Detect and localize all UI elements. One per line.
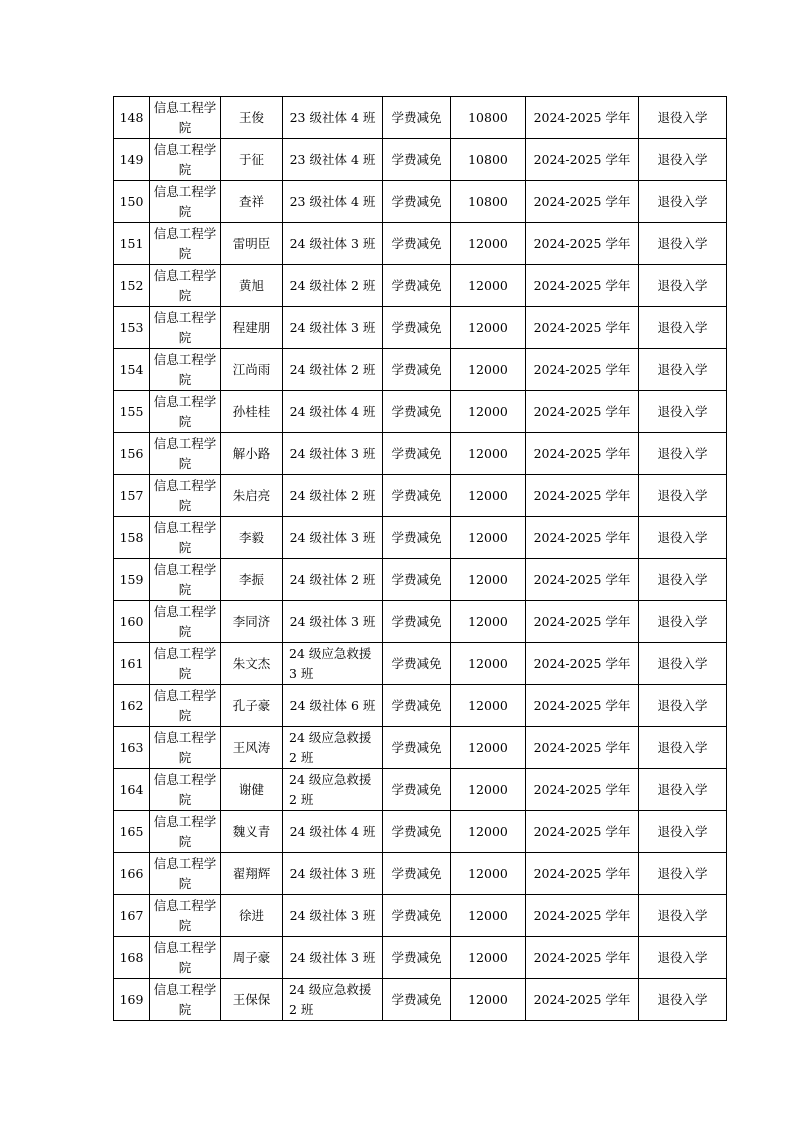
cell-index: 161: [114, 643, 150, 685]
cell-index: 166: [114, 853, 150, 895]
cell-academic-year: 2024-2025 学年: [526, 643, 639, 685]
cell-index: 162: [114, 685, 150, 727]
cell-college: 信息工程学院: [150, 601, 221, 643]
cell-class: 23 级社体 4 班: [283, 139, 383, 181]
cell-reason: 退役入学: [639, 853, 727, 895]
cell-student-name: 王保保: [221, 979, 283, 1021]
cell-aid-type: 学费减免: [383, 685, 451, 727]
cell-class: 24 级应急救援 2 班: [283, 727, 383, 769]
cell-aid-type: 学费减免: [383, 559, 451, 601]
table-row: [114, 139, 727, 181]
cell-amount: 12000: [451, 307, 526, 349]
cell-academic-year: 2024-2025 学年: [526, 769, 639, 811]
cell-college: 信息工程学院: [150, 685, 221, 727]
cell-reason: 退役入学: [639, 97, 727, 139]
cell-aid-type: 学费减免: [383, 223, 451, 265]
cell-amount: 12000: [451, 769, 526, 811]
cell-index: 159: [114, 559, 150, 601]
cell-college: 信息工程学院: [150, 895, 221, 937]
cell-college: 信息工程学院: [150, 979, 221, 1021]
cell-class: 24 级社体 4 班: [283, 391, 383, 433]
cell-class: 24 级社体 3 班: [283, 307, 383, 349]
cell-reason: 退役入学: [639, 811, 727, 853]
cell-college: 信息工程学院: [150, 643, 221, 685]
cell-index: 165: [114, 811, 150, 853]
table-body: [114, 97, 727, 1021]
cell-reason: 退役入学: [639, 727, 727, 769]
cell-amount: 12000: [451, 727, 526, 769]
cell-aid-type: 学费减免: [383, 265, 451, 307]
table-row: [114, 181, 727, 223]
cell-index: 156: [114, 433, 150, 475]
cell-college: 信息工程学院: [150, 139, 221, 181]
cell-class: 24 级社体 3 班: [283, 895, 383, 937]
cell-academic-year: 2024-2025 学年: [526, 937, 639, 979]
table-row: [114, 265, 727, 307]
cell-reason: 退役入学: [639, 475, 727, 517]
cell-class: 24 级社体 2 班: [283, 559, 383, 601]
cell-amount: 12000: [451, 643, 526, 685]
cell-aid-type: 学费减免: [383, 517, 451, 559]
cell-student-name: 王风涛: [221, 727, 283, 769]
cell-college: 信息工程学院: [150, 559, 221, 601]
table-row: [114, 307, 727, 349]
cell-class: 24 级应急救援 3 班: [283, 643, 383, 685]
cell-student-name: 孔子豪: [221, 685, 283, 727]
cell-student-name: 周子豪: [221, 937, 283, 979]
cell-student-name: 王俊: [221, 97, 283, 139]
cell-aid-type: 学费减免: [383, 937, 451, 979]
cell-amount: 12000: [451, 937, 526, 979]
cell-amount: 12000: [451, 685, 526, 727]
cell-aid-type: 学费减免: [383, 475, 451, 517]
table-row: [114, 433, 727, 475]
table-row: [114, 769, 727, 811]
table-row: [114, 223, 727, 265]
cell-aid-type: 学费减免: [383, 979, 451, 1021]
cell-reason: 退役入学: [639, 937, 727, 979]
cell-reason: 退役入学: [639, 979, 727, 1021]
cell-student-name: 程建朋: [221, 307, 283, 349]
cell-college: 信息工程学院: [150, 97, 221, 139]
cell-index: 149: [114, 139, 150, 181]
cell-student-name: 徐进: [221, 895, 283, 937]
cell-amount: 12000: [451, 517, 526, 559]
table-row: [114, 727, 727, 769]
cell-college: 信息工程学院: [150, 265, 221, 307]
cell-class: 24 级社体 3 班: [283, 601, 383, 643]
table-row: [114, 937, 727, 979]
cell-student-name: 魏义青: [221, 811, 283, 853]
table-row: [114, 853, 727, 895]
table-row: [114, 517, 727, 559]
cell-class: 24 级社体 3 班: [283, 433, 383, 475]
cell-academic-year: 2024-2025 学年: [526, 475, 639, 517]
cell-class: 23 级社体 4 班: [283, 97, 383, 139]
cell-reason: 退役入学: [639, 559, 727, 601]
cell-reason: 退役入学: [639, 643, 727, 685]
cell-academic-year: 2024-2025 学年: [526, 895, 639, 937]
cell-aid-type: 学费减免: [383, 643, 451, 685]
cell-class: 24 级社体 2 班: [283, 349, 383, 391]
cell-amount: 12000: [451, 601, 526, 643]
cell-college: 信息工程学院: [150, 475, 221, 517]
cell-index: 151: [114, 223, 150, 265]
cell-class: 24 级社体 4 班: [283, 811, 383, 853]
cell-index: 167: [114, 895, 150, 937]
cell-aid-type: 学费减免: [383, 433, 451, 475]
cell-college: 信息工程学院: [150, 853, 221, 895]
cell-reason: 退役入学: [639, 139, 727, 181]
table-row: [114, 475, 727, 517]
cell-reason: 退役入学: [639, 685, 727, 727]
cell-academic-year: 2024-2025 学年: [526, 223, 639, 265]
cell-student-name: 江尚雨: [221, 349, 283, 391]
cell-college: 信息工程学院: [150, 349, 221, 391]
table-row: [114, 811, 727, 853]
cell-student-name: 雷明臣: [221, 223, 283, 265]
cell-amount: 12000: [451, 349, 526, 391]
cell-index: 169: [114, 979, 150, 1021]
cell-academic-year: 2024-2025 学年: [526, 853, 639, 895]
cell-reason: 退役入学: [639, 223, 727, 265]
cell-class: 24 级社体 2 班: [283, 265, 383, 307]
cell-index: 164: [114, 769, 150, 811]
cell-student-name: 谢健: [221, 769, 283, 811]
cell-academic-year: 2024-2025 学年: [526, 811, 639, 853]
cell-class: 24 级社体 3 班: [283, 937, 383, 979]
cell-academic-year: 2024-2025 学年: [526, 685, 639, 727]
cell-reason: 退役入学: [639, 517, 727, 559]
cell-index: 148: [114, 97, 150, 139]
cell-index: 155: [114, 391, 150, 433]
cell-academic-year: 2024-2025 学年: [526, 727, 639, 769]
cell-college: 信息工程学院: [150, 937, 221, 979]
cell-student-name: 李同济: [221, 601, 283, 643]
table-row: [114, 643, 727, 685]
cell-college: 信息工程学院: [150, 181, 221, 223]
cell-academic-year: 2024-2025 学年: [526, 139, 639, 181]
cell-amount: 10800: [451, 97, 526, 139]
cell-college: 信息工程学院: [150, 811, 221, 853]
cell-student-name: 孙桂桂: [221, 391, 283, 433]
cell-amount: 12000: [451, 475, 526, 517]
cell-academic-year: 2024-2025 学年: [526, 559, 639, 601]
cell-index: 154: [114, 349, 150, 391]
cell-academic-year: 2024-2025 学年: [526, 391, 639, 433]
cell-index: 158: [114, 517, 150, 559]
cell-reason: 退役入学: [639, 307, 727, 349]
cell-academic-year: 2024-2025 学年: [526, 307, 639, 349]
cell-class: 24 级应急救援 2 班: [283, 769, 383, 811]
cell-class: 24 级社体 2 班: [283, 475, 383, 517]
cell-index: 150: [114, 181, 150, 223]
cell-class: 24 级社体 6 班: [283, 685, 383, 727]
cell-aid-type: 学费减免: [383, 139, 451, 181]
cell-amount: 10800: [451, 181, 526, 223]
cell-student-name: 李毅: [221, 517, 283, 559]
table-row: [114, 601, 727, 643]
cell-aid-type: 学费减免: [383, 811, 451, 853]
cell-aid-type: 学费减免: [383, 307, 451, 349]
cell-amount: 12000: [451, 433, 526, 475]
cell-index: 163: [114, 727, 150, 769]
table-row: [114, 97, 727, 139]
cell-index: 153: [114, 307, 150, 349]
cell-academic-year: 2024-2025 学年: [526, 433, 639, 475]
cell-reason: 退役入学: [639, 349, 727, 391]
cell-reason: 退役入学: [639, 895, 727, 937]
cell-index: 168: [114, 937, 150, 979]
cell-college: 信息工程学院: [150, 223, 221, 265]
cell-reason: 退役入学: [639, 769, 727, 811]
cell-index: 152: [114, 265, 150, 307]
cell-academic-year: 2024-2025 学年: [526, 979, 639, 1021]
table-row: [114, 895, 727, 937]
cell-reason: 退役入学: [639, 181, 727, 223]
cell-college: 信息工程学院: [150, 727, 221, 769]
cell-class: 24 级应急救援 2 班: [283, 979, 383, 1021]
cell-college: 信息工程学院: [150, 517, 221, 559]
cell-aid-type: 学费减免: [383, 853, 451, 895]
cell-class: 24 级社体 3 班: [283, 853, 383, 895]
cell-student-name: 黄旭: [221, 265, 283, 307]
table-row: [114, 979, 727, 1021]
cell-student-name: 朱启亮: [221, 475, 283, 517]
cell-academic-year: 2024-2025 学年: [526, 349, 639, 391]
cell-amount: 12000: [451, 391, 526, 433]
cell-amount: 12000: [451, 979, 526, 1021]
cell-aid-type: 学费减免: [383, 769, 451, 811]
cell-academic-year: 2024-2025 学年: [526, 97, 639, 139]
cell-academic-year: 2024-2025 学年: [526, 181, 639, 223]
table-row: [114, 685, 727, 727]
cell-index: 160: [114, 601, 150, 643]
cell-amount: 12000: [451, 853, 526, 895]
cell-aid-type: 学费减免: [383, 97, 451, 139]
cell-reason: 退役入学: [639, 391, 727, 433]
cell-academic-year: 2024-2025 学年: [526, 517, 639, 559]
cell-college: 信息工程学院: [150, 433, 221, 475]
cell-college: 信息工程学院: [150, 307, 221, 349]
table-row: [114, 559, 727, 601]
cell-student-name: 查祥: [221, 181, 283, 223]
cell-academic-year: 2024-2025 学年: [526, 265, 639, 307]
cell-class: 23 级社体 4 班: [283, 181, 383, 223]
cell-college: 信息工程学院: [150, 391, 221, 433]
cell-amount: 12000: [451, 223, 526, 265]
cell-aid-type: 学费减免: [383, 727, 451, 769]
cell-student-name: 翟翔辉: [221, 853, 283, 895]
cell-aid-type: 学费减免: [383, 895, 451, 937]
cell-amount: 10800: [451, 139, 526, 181]
cell-class: 24 级社体 3 班: [283, 223, 383, 265]
cell-reason: 退役入学: [639, 265, 727, 307]
cell-student-name: 李振: [221, 559, 283, 601]
tuition-waiver-table: [113, 96, 727, 1021]
cell-aid-type: 学费减免: [383, 601, 451, 643]
cell-college: 信息工程学院: [150, 769, 221, 811]
cell-aid-type: 学费减免: [383, 391, 451, 433]
cell-reason: 退役入学: [639, 433, 727, 475]
cell-amount: 12000: [451, 895, 526, 937]
cell-amount: 12000: [451, 265, 526, 307]
cell-amount: 12000: [451, 811, 526, 853]
cell-class: 24 级社体 3 班: [283, 517, 383, 559]
cell-academic-year: 2024-2025 学年: [526, 601, 639, 643]
cell-aid-type: 学费减免: [383, 349, 451, 391]
cell-aid-type: 学费减免: [383, 181, 451, 223]
cell-student-name: 于征: [221, 139, 283, 181]
cell-amount: 12000: [451, 559, 526, 601]
cell-student-name: 解小路: [221, 433, 283, 475]
table-row: [114, 349, 727, 391]
cell-reason: 退役入学: [639, 601, 727, 643]
cell-index: 157: [114, 475, 150, 517]
cell-student-name: 朱文杰: [221, 643, 283, 685]
table-row: [114, 391, 727, 433]
